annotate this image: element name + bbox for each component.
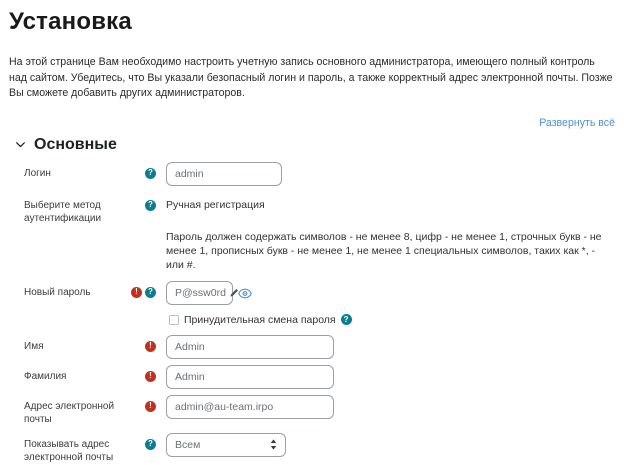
login-row [24, 162, 615, 186]
help-icon[interactable]: ? [145, 287, 156, 298]
new-password-input[interactable] [166, 281, 233, 305]
chevron-down-icon [15, 139, 26, 150]
expand-all-row [9, 113, 615, 131]
force-change-row [24, 312, 615, 326]
required-icon: ! [145, 401, 156, 412]
email-visibility-label: Показывать адрес электронной почты [24, 438, 114, 463]
email-label: Адрес электронной почты [24, 400, 115, 425]
force-change-label[interactable]: Принудительная смена пароля [184, 313, 336, 326]
password-policy-hint: Пароль должен содержать символов - не менее 8, цифр - не менее 1, строчных букв - не менее 1, прописных букв - не менее 1, не менее 1 специальных символов, таких как *, - или #. [166, 230, 602, 271]
firstname-row [24, 335, 615, 359]
help-icon[interactable]: ? [145, 439, 156, 450]
help-icon[interactable]: ? [145, 200, 156, 211]
new-password-label: Новый пароль [24, 286, 91, 298]
select-updown-icon [270, 439, 277, 450]
auth-method-row [24, 194, 615, 226]
eye-icon[interactable] [238, 286, 252, 300]
lastname-label: Фамилия [24, 370, 67, 382]
password-hint-row [24, 228, 615, 272]
email-input[interactable] [166, 395, 334, 419]
section-title: Основные [34, 135, 117, 153]
lastname-row [24, 365, 615, 389]
email-visibility-select[interactable] [166, 433, 286, 457]
required-icon: ! [145, 341, 156, 352]
required-icon: ! [131, 287, 142, 298]
email-visibility-value: Всем [175, 438, 201, 451]
section-header-general[interactable] [9, 136, 615, 154]
email-row [24, 395, 615, 427]
lastname-input[interactable] [166, 365, 334, 389]
new-password-row [24, 281, 615, 305]
required-icon: ! [145, 371, 156, 382]
login-input[interactable] [166, 162, 282, 186]
firstname-input[interactable] [166, 335, 334, 359]
force-change-checkbox[interactable] [169, 315, 179, 325]
email-visibility-row [24, 433, 615, 465]
auth-method-label: Выберите метод аутентификации [24, 199, 102, 224]
new-password-value: P@ssw0rd [175, 286, 226, 299]
login-label: Логин [24, 167, 51, 179]
firstname-label: Имя [24, 340, 44, 352]
help-icon[interactable]: ? [341, 314, 352, 325]
admin-account-form [9, 162, 615, 465]
auth-method-value: Ручная регистрация [166, 198, 265, 211]
help-icon[interactable]: ? [145, 168, 156, 179]
expand-all-link[interactable]: Развернуть всё [539, 116, 615, 129]
intro-text: На этой странице Вам необходимо настроить учетную запись основного администратора, имеющего полный контроль над сайтом. Убедитесь, что Вы указали безопасный логин и пароль, а также корректный адрес электронной почты. Позже Вы сможете добавить других администраторов. [9, 56, 613, 99]
page-title: Установка [9, 8, 132, 35]
